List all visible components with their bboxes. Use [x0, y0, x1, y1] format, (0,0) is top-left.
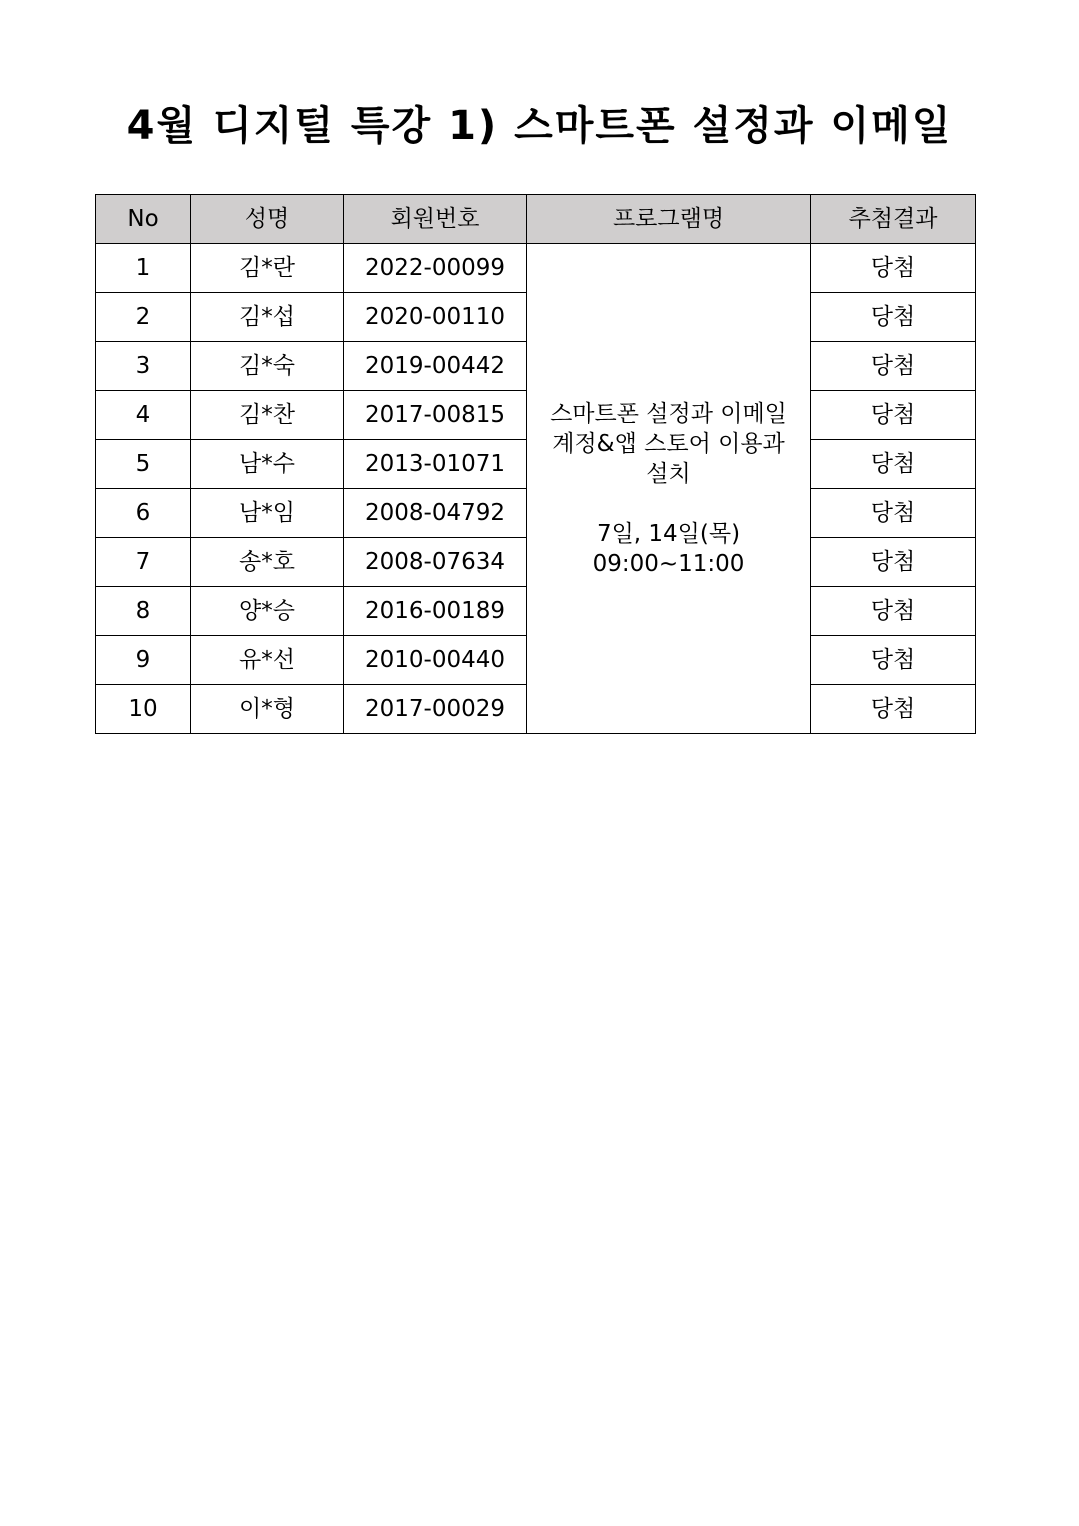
cell-no: 9: [96, 636, 191, 685]
cell-result: 당첨: [811, 293, 976, 342]
cell-result: 당첨: [811, 440, 976, 489]
header-no: No: [96, 195, 191, 244]
cell-name: 송*호: [191, 538, 344, 587]
cell-result: 당첨: [811, 538, 976, 587]
cell-no: 3: [96, 342, 191, 391]
cell-name: 유*선: [191, 636, 344, 685]
cell-name: 김*찬: [191, 391, 344, 440]
cell-no: 5: [96, 440, 191, 489]
cell-member-id: 2008-07634: [344, 538, 527, 587]
cell-name: 김*란: [191, 244, 344, 293]
table-header-row: [96, 195, 976, 244]
cell-result: 당첨: [811, 244, 976, 293]
cell-member-id: 2019-00442: [344, 342, 527, 391]
cell-no: 8: [96, 587, 191, 636]
cell-member-id: 2017-00815: [344, 391, 527, 440]
cell-name: 김*숙: [191, 342, 344, 391]
header-name: 성명: [191, 195, 344, 244]
cell-name: 양*승: [191, 587, 344, 636]
program-line-2: 계정&앱 스토어 이용과: [552, 430, 785, 457]
cell-result: 당첨: [811, 391, 976, 440]
cell-name: 이*형: [191, 685, 344, 734]
cell-no: 6: [96, 489, 191, 538]
cell-member-id: 2016-00189: [344, 587, 527, 636]
table-row: [96, 244, 976, 293]
cell-name: 남*수: [191, 440, 344, 489]
cell-result: 당첨: [811, 342, 976, 391]
cell-member-id: 2010-00440: [344, 636, 527, 685]
cell-member-id: 2017-00029: [344, 685, 527, 734]
cell-result: 당첨: [811, 587, 976, 636]
cell-no: 10: [96, 685, 191, 734]
cell-no: 7: [96, 538, 191, 587]
header-program: 프로그램명: [527, 195, 811, 244]
cell-name: 남*임: [191, 489, 344, 538]
program-time: 09:00~11:00: [592, 550, 745, 577]
cell-member-id: 2020-00110: [344, 293, 527, 342]
cell-name: 김*섭: [191, 293, 344, 342]
cell-no: 1: [96, 244, 191, 293]
cell-no: 4: [96, 391, 191, 440]
cell-no: 2: [96, 293, 191, 342]
header-member-id: 회원번호: [344, 195, 527, 244]
cell-result: 당첨: [811, 685, 976, 734]
program-line-1: 스마트폰 설정과 이메일: [550, 400, 787, 427]
cell-result: 당첨: [811, 489, 976, 538]
cell-result: 당첨: [811, 636, 976, 685]
cell-member-id: 2013-01071: [344, 440, 527, 489]
header-result: 추첨결과: [811, 195, 976, 244]
program-line-3: 설치: [646, 460, 691, 487]
cell-member-id: 2008-04792: [344, 489, 527, 538]
page-title: 4월 디지털 특강 1) 스마트폰 설정과 이메일: [126, 103, 953, 149]
cell-member-id: 2022-00099: [344, 244, 527, 293]
program-date: 7일, 14일(목): [596, 520, 741, 547]
lottery-result-table: [95, 194, 976, 734]
cell-program: [527, 244, 811, 734]
